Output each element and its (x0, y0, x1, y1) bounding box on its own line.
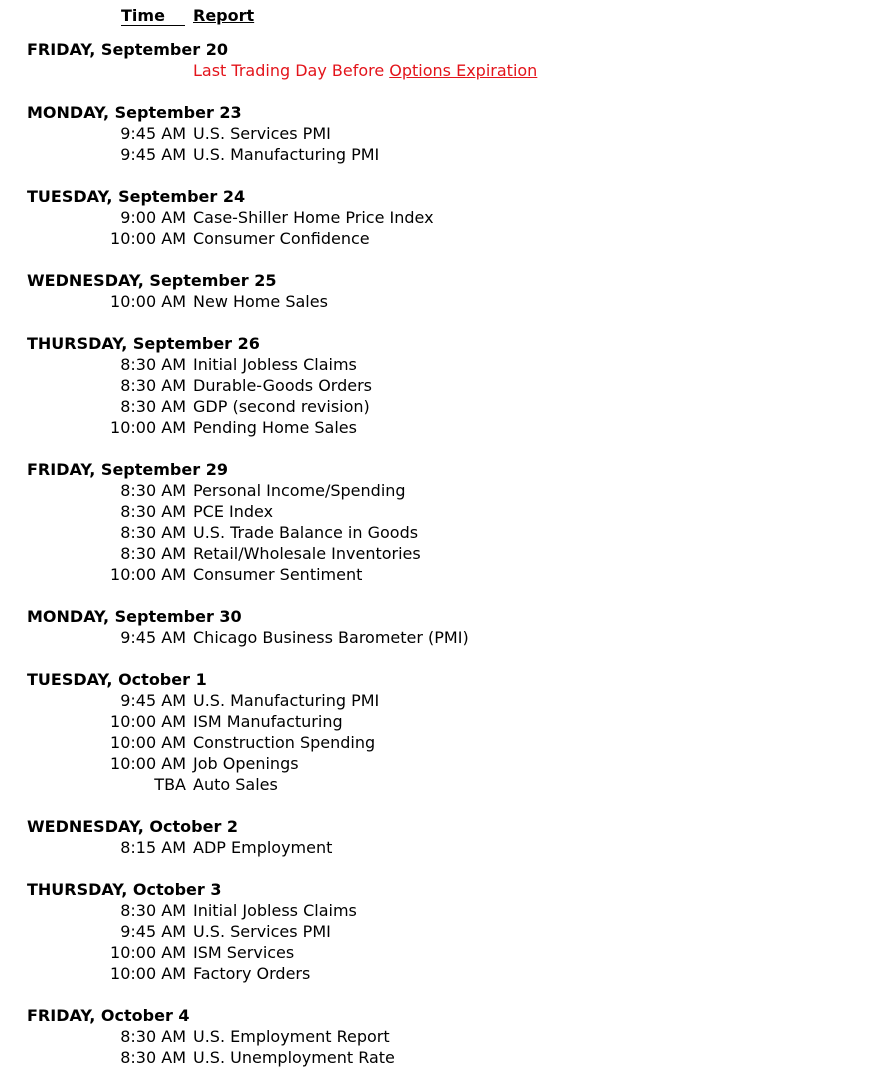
event-time: 8:30 AM (120, 901, 186, 920)
event-report: U.S. Manufacturing PMI (193, 691, 380, 710)
event-report: U.S. Employment Report (193, 1027, 390, 1046)
event-report: ISM Services (193, 943, 295, 962)
event-row (27, 942, 877, 963)
event-report: Consumer Confidence (193, 229, 370, 248)
column-header (27, 6, 877, 27)
day-section (27, 1005, 877, 1068)
event-row (27, 543, 877, 564)
event-time: 10:00 AM (110, 943, 186, 962)
event-row (27, 921, 877, 942)
event-report: U.S. Services PMI (193, 124, 331, 143)
event-time: 8:30 AM (120, 376, 186, 395)
event-report: Retail/Wholesale Inventories (193, 544, 421, 563)
event-row (27, 837, 877, 858)
event-row (27, 123, 877, 144)
day-section (27, 606, 877, 648)
day-section (27, 39, 877, 81)
day-title: FRIDAY, October 4 (27, 1006, 190, 1025)
event-row (27, 522, 877, 543)
event-time: 10:00 AM (110, 712, 186, 731)
event-report: ADP Employment (193, 838, 333, 857)
event-time: 8:30 AM (120, 1027, 186, 1046)
event-time: 9:45 AM (120, 691, 186, 710)
note-text: Last Trading Day Before (193, 61, 390, 80)
day-title: THURSDAY, September 26 (27, 334, 260, 353)
options-expiration-link[interactable]: Options Expiration (389, 61, 538, 80)
event-time: 10:00 AM (110, 292, 186, 311)
event-row (27, 1026, 877, 1047)
event-time: 9:45 AM (120, 628, 186, 647)
event-report: Auto Sales (193, 775, 278, 794)
event-report: Case-Shiller Home Price Index (193, 208, 434, 227)
event-row (27, 144, 877, 165)
day-section (27, 669, 877, 795)
day-title: FRIDAY, September 20 (27, 40, 228, 59)
report-column-header: Report (193, 6, 255, 25)
event-time: 8:30 AM (120, 397, 186, 416)
event-row (27, 753, 877, 774)
day-title: TUESDAY, October 1 (27, 670, 207, 689)
event-row (27, 228, 877, 249)
day-title: WEDNESDAY, September 25 (27, 271, 277, 290)
event-report: Personal Income/Spending (193, 481, 406, 500)
event-time: 8:30 AM (120, 481, 186, 500)
event-row (27, 354, 877, 375)
day-title: TUESDAY, September 24 (27, 187, 246, 206)
event-report: PCE Index (193, 502, 274, 521)
event-report: Initial Jobless Claims (193, 355, 357, 374)
event-row (27, 501, 877, 522)
event-row (27, 900, 877, 921)
day-section (27, 459, 877, 585)
event-time: TBA (154, 775, 186, 794)
event-row (27, 207, 877, 228)
event-row (27, 732, 877, 753)
event-time: 10:00 AM (110, 964, 186, 983)
day-section (27, 333, 877, 438)
event-report: GDP (second revision) (193, 397, 370, 416)
event-report: Construction Spending (193, 733, 376, 752)
event-row (27, 564, 877, 585)
event-row (27, 774, 877, 795)
event-report: U.S. Services PMI (193, 922, 331, 941)
day-title: MONDAY, September 30 (27, 607, 242, 626)
event-row (27, 417, 877, 438)
event-report: U.S. Unemployment Rate (193, 1048, 395, 1067)
event-report: Job Openings (193, 754, 299, 773)
event-time: 9:45 AM (120, 922, 186, 941)
event-report: Factory Orders (193, 964, 311, 983)
event-row (27, 375, 877, 396)
event-report: Durable-Goods Orders (193, 376, 373, 395)
time-column-header: Time (121, 6, 185, 26)
day-section (27, 186, 877, 249)
event-report: New Home Sales (193, 292, 328, 311)
event-row (27, 480, 877, 501)
event-time: 8:30 AM (120, 523, 186, 542)
event-row (27, 291, 877, 312)
event-row (27, 711, 877, 732)
day-list (27, 39, 877, 1068)
event-time: 8:15 AM (120, 838, 186, 857)
day-section (27, 879, 877, 984)
event-time: 10:00 AM (110, 733, 186, 752)
event-time: 8:30 AM (120, 544, 186, 563)
event-report: Initial Jobless Claims (193, 901, 357, 920)
event-row (27, 627, 877, 648)
note-text-wrap (193, 60, 537, 81)
event-time: 10:00 AM (110, 418, 186, 437)
economic-calendar (27, 6, 877, 1089)
event-time: 10:00 AM (110, 754, 186, 773)
day-section (27, 270, 877, 312)
day-title: FRIDAY, September 29 (27, 460, 228, 479)
day-title: MONDAY, September 23 (27, 103, 242, 122)
event-report: Chicago Business Barometer (PMI) (193, 628, 469, 647)
event-row (27, 396, 877, 417)
event-row (27, 963, 877, 984)
day-title: WEDNESDAY, October 2 (27, 817, 239, 836)
event-time: 9:00 AM (120, 208, 186, 227)
expiration-note (27, 60, 877, 81)
event-report: ISM Manufacturing (193, 712, 343, 731)
event-time: 8:30 AM (120, 355, 186, 374)
event-time: 8:30 AM (120, 502, 186, 521)
event-report: U.S. Manufacturing PMI (193, 145, 380, 164)
event-row (27, 1047, 877, 1068)
event-time: 8:30 AM (120, 1048, 186, 1067)
event-time: 10:00 AM (110, 229, 186, 248)
day-title: THURSDAY, October 3 (27, 880, 222, 899)
event-row (27, 690, 877, 711)
event-report: U.S. Trade Balance in Goods (193, 523, 419, 542)
event-time: 10:00 AM (110, 565, 186, 584)
event-report: Pending Home Sales (193, 418, 357, 437)
event-time: 9:45 AM (120, 124, 186, 143)
event-time: 9:45 AM (120, 145, 186, 164)
day-section (27, 816, 877, 858)
event-report: Consumer Sentiment (193, 565, 363, 584)
day-section (27, 102, 877, 165)
